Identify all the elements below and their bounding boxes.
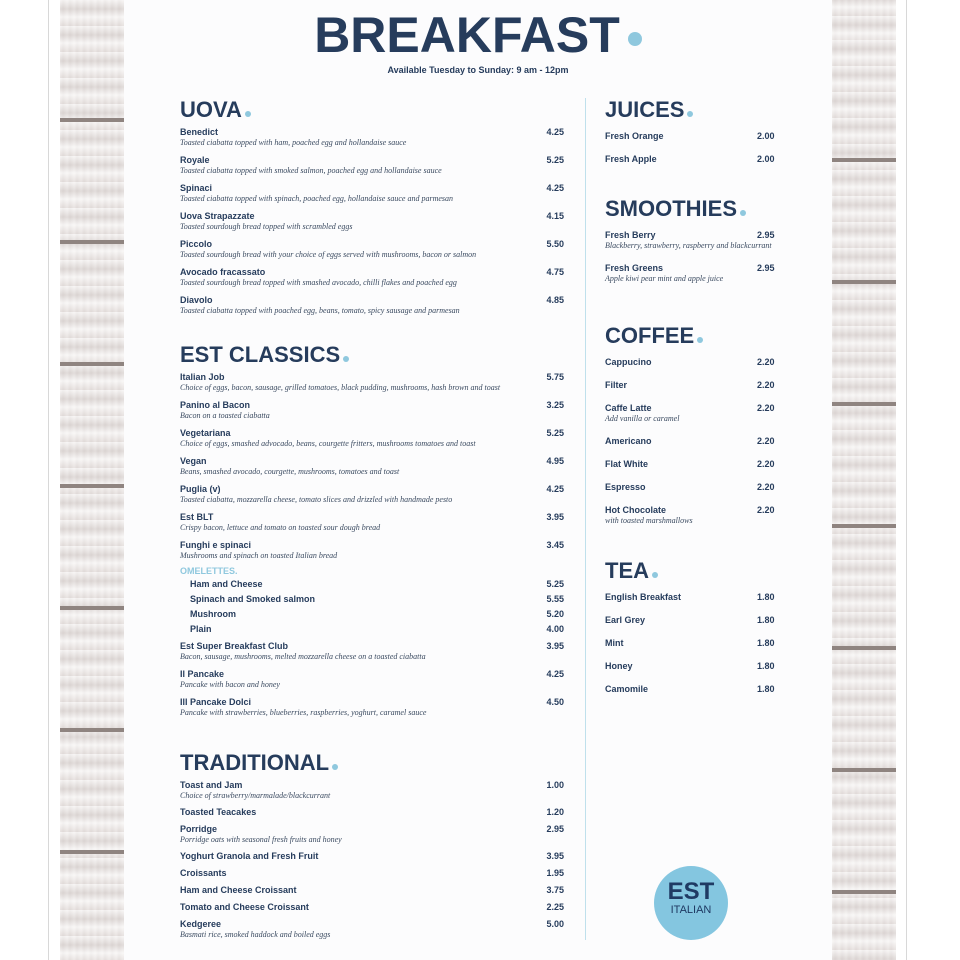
omelette-item — [180, 624, 564, 635]
menu-item — [605, 230, 777, 251]
section-title-classics: EST CLASSICS — [180, 342, 564, 368]
item-price: 3.75 — [546, 885, 564, 895]
omelettes-label: OMELETTES. — [180, 566, 238, 576]
smoothies-list — [605, 230, 777, 284]
item-name: Il Pancake — [180, 669, 225, 679]
item-price: 1.80 — [757, 638, 775, 648]
item-description: Crispy bacon, lettuce and tomato on toasted sour dough bread — [180, 523, 381, 532]
item-name: Royale — [180, 155, 210, 165]
section-title-coffee: COFFEE — [605, 323, 777, 349]
item-description: Pancake with strawberries, blueberries, raspberries, yoghurt, caramel sauce — [180, 708, 427, 717]
item-name: Hot Chocolate — [605, 505, 667, 515]
section-title-traditional: TRADITIONAL — [180, 750, 564, 776]
item-price: 2.20 — [757, 380, 775, 390]
menu-item — [605, 357, 777, 368]
item-name: Porridge — [180, 824, 218, 834]
omelette-item — [180, 594, 564, 605]
item-description: with toasted marshmallows — [605, 516, 693, 525]
classics-list-a — [180, 372, 564, 561]
item-description: Toasted sourdough bread topped with scrambled eggs — [180, 222, 353, 231]
item-name: Panino al Bacon — [180, 400, 251, 410]
menu-item — [180, 456, 564, 477]
section-title-smoothies: SMOOTHIES — [605, 196, 777, 222]
item-description: Mushrooms and spinach on toasted Italian bread — [180, 551, 338, 560]
menu-item — [605, 661, 777, 672]
item-price: 2.95 — [757, 263, 775, 273]
item-price: 5.75 — [546, 372, 564, 382]
item-name: Vegetariana — [180, 428, 231, 438]
item-price: 3.45 — [546, 540, 564, 550]
item-name: Fresh Apple — [605, 154, 657, 164]
item-name: Diavolo — [180, 295, 213, 305]
section-title-uova: UOVA — [180, 97, 564, 123]
item-description: Choice of eggs, bacon, sausage, grilled tomatoes, black pudding, mushrooms, hash brown and toast — [180, 383, 501, 392]
menu-item — [180, 484, 564, 505]
item-price: 5.50 — [546, 239, 564, 249]
item-name: Funghi e spinaci — [180, 540, 252, 550]
item-name: Kedgeree — [180, 919, 222, 929]
menu-title: BREAKFAST — [124, 4, 832, 66]
item-name: Est Super Breakfast Club — [180, 641, 289, 651]
menu-item — [180, 851, 564, 862]
wood-panel-right — [832, 0, 896, 960]
omelette-name: Mushroom — [190, 609, 236, 619]
menu-item — [605, 459, 777, 470]
omelette-item — [180, 579, 564, 590]
omelette-name: Spinach and Smoked salmon — [190, 594, 316, 604]
menu-item — [180, 428, 564, 449]
item-name: Spinaci — [180, 183, 213, 193]
menu-item — [605, 263, 777, 284]
section-classics — [180, 342, 564, 718]
item-description: Basmati rice, smoked haddock and boiled eggs — [180, 930, 331, 939]
item-price: 4.25 — [546, 183, 564, 193]
menu-item — [605, 380, 777, 391]
menu-item — [605, 131, 777, 142]
menu-item — [180, 183, 564, 204]
item-name: Flat White — [605, 459, 648, 469]
menu-item — [605, 154, 777, 165]
item-price: 5.25 — [546, 155, 564, 165]
item-description: Beans, smashed avocado, courgette, mushrooms, tomatoes and toast — [180, 467, 400, 476]
menu-item — [180, 267, 564, 288]
item-description: Toasted ciabatta topped with ham, poached egg and hollandaise sauce — [180, 138, 407, 147]
item-name: Camomile — [605, 684, 649, 694]
menu-item — [180, 295, 564, 316]
item-name: Mint — [605, 638, 624, 648]
item-price: 4.15 — [546, 211, 564, 221]
section-traditional — [180, 750, 564, 940]
menu-item — [180, 641, 564, 662]
tea-list — [605, 592, 777, 695]
item-name: Fresh Berry — [605, 230, 656, 240]
item-name: Italian Job — [180, 372, 225, 382]
menu-item — [605, 684, 777, 695]
omelette-name: Ham and Cheese — [190, 579, 263, 589]
item-name: Ham and Cheese Croissant — [180, 885, 297, 895]
menu-subtitle: Available Tuesday to Sunday: 9 am - 12pm — [387, 65, 569, 75]
column-divider — [585, 98, 586, 940]
item-name: Vegan — [180, 456, 207, 466]
item-name: Yoghurt Granola and Fresh Fruit — [180, 851, 319, 861]
menu-item — [180, 512, 564, 533]
omelette-price: 5.25 — [546, 579, 564, 589]
item-name: Honey — [605, 661, 633, 671]
item-price: 3.95 — [546, 851, 564, 861]
menu-item — [180, 902, 564, 913]
menu-item — [180, 868, 564, 879]
menu-item — [180, 211, 564, 232]
item-name: Filter — [605, 380, 628, 390]
item-name: Avocado fracassato — [180, 267, 266, 277]
menu-item — [180, 824, 564, 845]
omelette-price: 5.20 — [546, 609, 564, 619]
omelette-price: 4.00 — [546, 624, 564, 634]
juices-list — [605, 131, 777, 165]
item-description: Bacon, sausage, mushrooms, melted mozzarella cheese on a toasted ciabatta — [180, 652, 426, 661]
item-description: Toasted sourdough bread topped with smashed avocado, chilli flakes and poached egg — [180, 278, 457, 287]
item-name: Croissants — [180, 868, 227, 878]
item-price: 2.20 — [757, 459, 775, 469]
menu-item — [180, 669, 564, 690]
omelette-name: Plain — [190, 624, 212, 634]
item-price: 2.20 — [757, 505, 775, 515]
item-price: 4.25 — [546, 127, 564, 137]
item-name: Cappucino — [605, 357, 652, 367]
item-description: Toasted ciabatta topped with spinach, poached egg, hollandaise sauce and parmesan — [180, 194, 454, 203]
item-description: Blackberry, strawberry, raspberry and blackcurrant — [605, 241, 772, 250]
section-title-tea: TEA — [605, 558, 777, 584]
item-description: Toasted ciabatta topped with smoked salmon, poached egg and hollandaise sauce — [180, 166, 442, 175]
menu-item — [180, 239, 564, 260]
menu-item — [180, 372, 564, 393]
uova-list — [180, 127, 564, 316]
item-description: Choice of strawberry/marmalade/blackcurrant — [180, 791, 331, 800]
item-price: 4.75 — [546, 267, 564, 277]
item-description: Pancake with bacon and honey — [180, 680, 280, 689]
item-name: Est BLT — [180, 512, 214, 522]
item-name: Toast and Jam — [180, 780, 243, 790]
item-description: Toasted sourdough bread with your choice of eggs served with mushrooms, bacon or salmon — [180, 250, 477, 259]
item-price: 2.20 — [757, 482, 775, 492]
menu-item — [180, 807, 564, 818]
menu-item — [180, 919, 564, 940]
item-name: Fresh Greens — [605, 263, 664, 273]
item-name: Americano — [605, 436, 652, 446]
title-dot — [628, 32, 642, 46]
item-description: Toasted ciabatta topped with poached egg, beans, tomato, spicy sausage and parmesan — [180, 306, 460, 315]
wood-panel-left — [60, 0, 124, 960]
item-name: Benedict — [180, 127, 219, 137]
menu-sheet — [124, 0, 832, 960]
item-description: Add vanilla or caramel — [605, 414, 680, 423]
coffee-list — [605, 357, 777, 526]
item-price: 3.25 — [546, 400, 564, 410]
item-price: 2.20 — [757, 357, 775, 367]
item-price: 1.80 — [757, 592, 775, 602]
item-price: 4.50 — [546, 697, 564, 707]
item-price: 5.25 — [546, 428, 564, 438]
item-name: Caffe Latte — [605, 403, 652, 413]
item-price: 4.25 — [546, 669, 564, 679]
omelettes-list — [180, 579, 564, 635]
menu-item — [605, 615, 777, 626]
item-price: 1.95 — [546, 868, 564, 878]
section-juices — [605, 97, 777, 165]
item-name: Tomato and Cheese Croissant — [180, 902, 309, 912]
section-title-juices: JUICES — [605, 97, 777, 123]
item-description: Toasted ciabatta, mozzarella cheese, tomato slices and drizzled with handmade pesto — [180, 495, 453, 504]
item-price: 1.80 — [757, 684, 775, 694]
item-description: Apple kiwi pear mint and apple juice — [605, 274, 724, 283]
item-price: 2.25 — [546, 902, 564, 912]
item-name: Fresh Orange — [605, 131, 664, 141]
item-name: Puglia (v) — [180, 484, 221, 494]
menu-item — [180, 540, 564, 561]
item-price: 3.95 — [546, 641, 564, 651]
item-name: Uova Strapazzate — [180, 211, 255, 221]
item-name: Ill Pancake Dolci — [180, 697, 252, 707]
menu-item — [605, 505, 777, 526]
item-price: 4.25 — [546, 484, 564, 494]
item-price: 2.95 — [757, 230, 775, 240]
menu-item — [605, 436, 777, 447]
item-name: Piccolo — [180, 239, 213, 249]
menu-item — [180, 155, 564, 176]
menu-item — [605, 592, 777, 603]
item-price: 3.95 — [546, 512, 564, 522]
omelette-price: 5.55 — [546, 594, 564, 604]
item-price: 4.95 — [546, 456, 564, 466]
est-italian-logo: EST ITALIAN — [654, 866, 728, 940]
item-price: 2.20 — [757, 436, 775, 446]
item-price: 1.80 — [757, 661, 775, 671]
item-description: Choice of eggs, smashed advocado, beans, courgette fritters, mushrooms tomatoes and toast — [180, 439, 476, 448]
item-price: 4.85 — [546, 295, 564, 305]
menu-item — [180, 127, 564, 148]
menu-item — [180, 697, 564, 718]
item-description: Porridge oats with seasonal fresh fruits and honey — [180, 835, 342, 844]
item-name: Toasted Teacakes — [180, 807, 257, 817]
menu-item — [605, 638, 777, 649]
frame-edge-right — [906, 0, 907, 960]
item-price: 1.00 — [546, 780, 564, 790]
item-price: 5.00 — [546, 919, 564, 929]
item-name: Earl Grey — [605, 615, 646, 625]
menu-item — [605, 482, 777, 493]
item-price: 2.00 — [757, 131, 775, 141]
item-description: Bacon on a toasted ciabatta — [180, 411, 270, 420]
item-price: 2.95 — [546, 824, 564, 834]
menu-item — [180, 780, 564, 801]
section-uova — [180, 97, 564, 316]
traditional-list — [180, 780, 564, 940]
section-coffee — [605, 323, 777, 526]
frame-edge-left — [48, 0, 49, 960]
item-price: 1.80 — [757, 615, 775, 625]
item-name: Espresso — [605, 482, 646, 492]
item-price: 2.00 — [757, 154, 775, 164]
menu-item — [180, 885, 564, 896]
section-tea — [605, 558, 777, 695]
classics-list-b — [180, 641, 564, 718]
item-name: English Breakfast — [605, 592, 682, 602]
section-smoothies — [605, 196, 777, 284]
menu-item — [605, 403, 777, 424]
omelette-item — [180, 609, 564, 620]
item-price: 1.20 — [546, 807, 564, 817]
menu-item — [180, 400, 564, 421]
item-price: 2.20 — [757, 403, 775, 413]
